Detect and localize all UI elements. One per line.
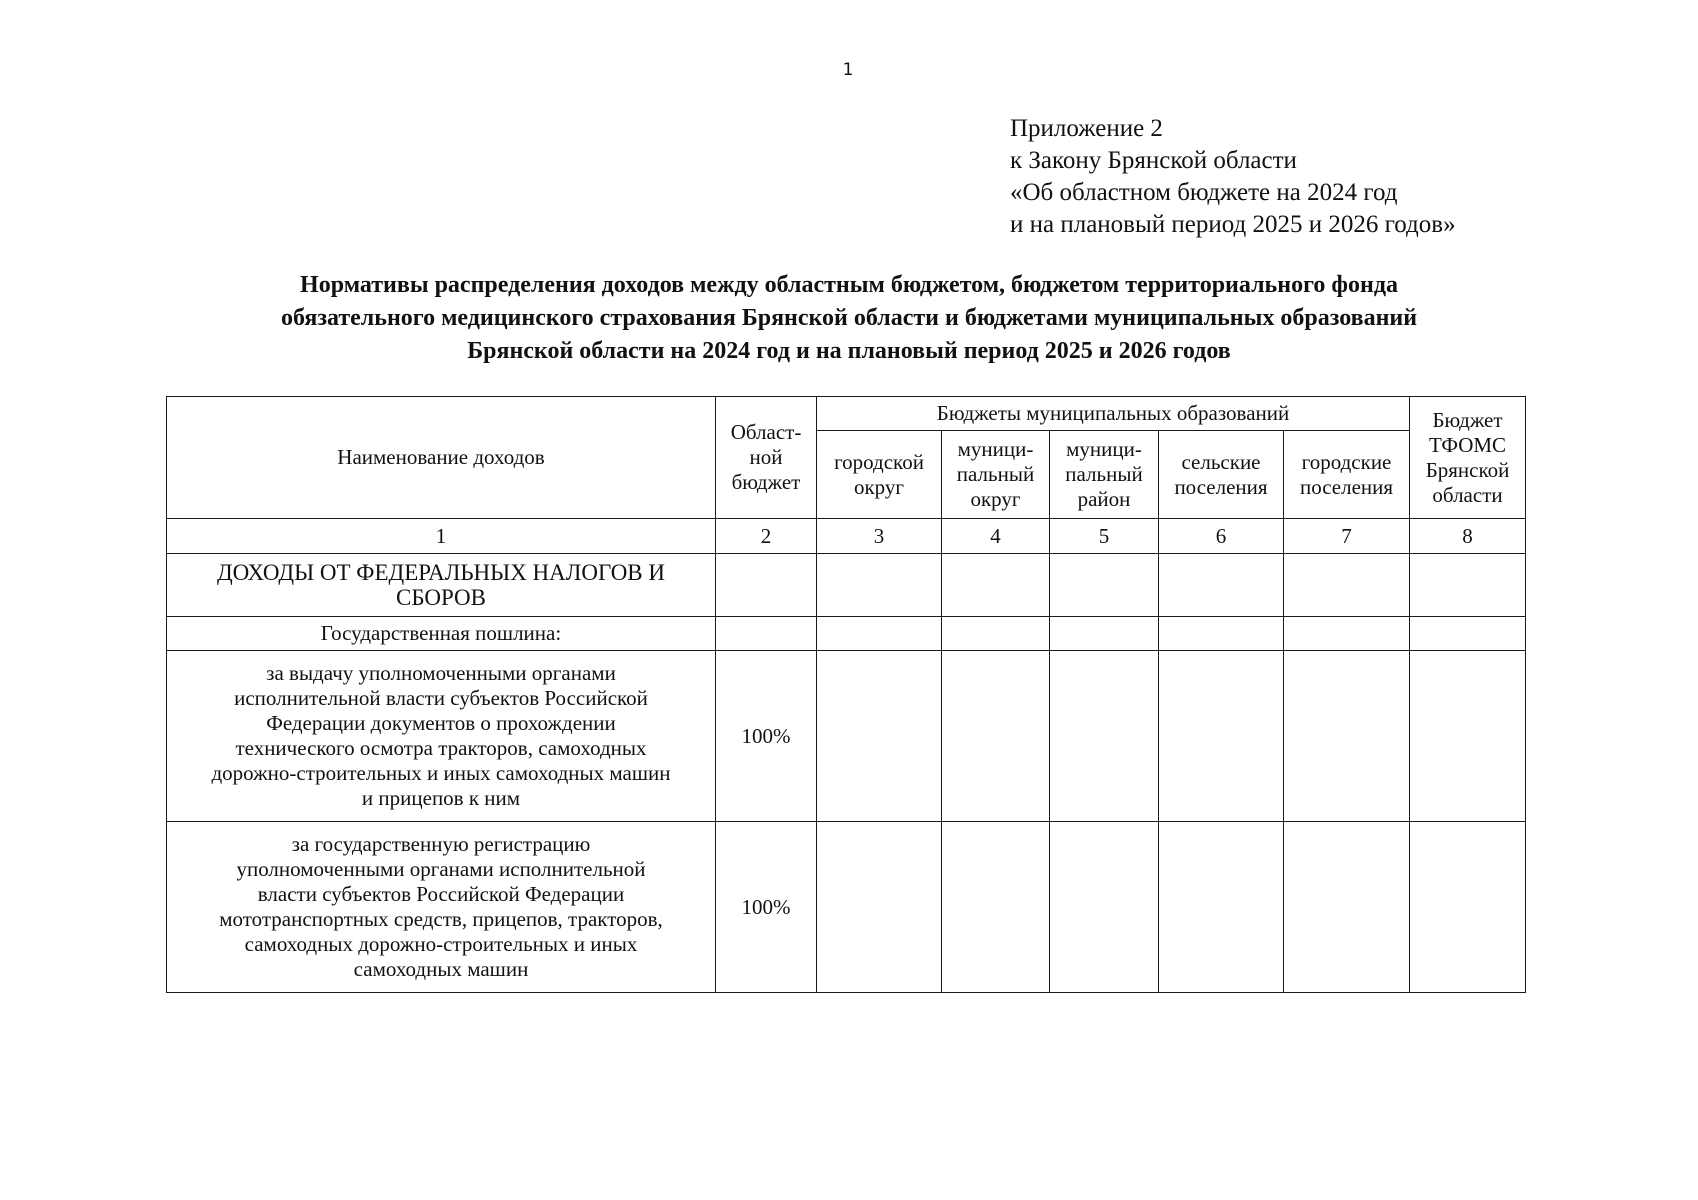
revenue-norms-table [166,396,1526,993]
municipal-rayon-value [1050,651,1159,822]
title-line: Нормативы распределения доходов между областным бюджетом, бюджетом территориального фонда [300,272,1398,298]
rural-settlements-value [1159,651,1284,822]
municipal-okrug-value [942,651,1050,822]
empty-cell [1159,617,1284,651]
empty-cell [817,617,942,651]
header-revenue-name: Наименование доходов [167,397,716,519]
revenue-name: за государственную регистрацию уполномоченными органами исполнительной власти субъектов Российской Федерации мототранспортных средств, прицепов, тракторов, самоходных дорожно-строительных и иных самоходных машин [167,822,716,993]
empty-cell [1050,554,1159,617]
regional-budget-value: 100% [716,651,817,822]
municipal-okrug-value [942,822,1050,993]
group-title: Государственная пошлина: [167,617,716,651]
page-number: 1 [842,60,854,80]
urban-settlements-value [1284,651,1410,822]
column-number: 7 [1284,519,1410,554]
header-municipal-rayon: муници- пальный район [1050,431,1159,519]
appendix-line: и на плановый период 2025 и 2026 годов» [1010,211,1456,238]
table-row [167,651,1526,822]
rural-settlements-value [1159,822,1284,993]
municipal-rayon-value [1050,822,1159,993]
column-number: 6 [1159,519,1284,554]
column-number: 1 [167,519,716,554]
tfoms-value [1410,822,1526,993]
header-tfoms-budget: Бюджет ТФОМС Брянской области [1410,397,1526,519]
header-rural-settlements: сельские поселения [1159,431,1284,519]
empty-cell [817,554,942,617]
document-title [150,269,1548,368]
header-municipal-budgets: Бюджеты муниципальных образований [817,397,1410,431]
column-number: 4 [942,519,1050,554]
section-title: ДОХОДЫ ОТ ФЕДЕРАЛЬНЫХ НАЛОГОВ И СБОРОВ [167,554,716,617]
table-row [167,822,1526,993]
appendix-note [1010,113,1456,241]
header-regional-budget: Област- ной бюджет [716,397,817,519]
regional-budget-value: 100% [716,822,817,993]
empty-cell [1410,617,1526,651]
empty-cell [1284,617,1410,651]
table-row [167,617,1526,651]
column-number: 8 [1410,519,1526,554]
header-urban-settlements: городские поселения [1284,431,1410,519]
column-number: 2 [716,519,817,554]
empty-cell [1159,554,1284,617]
empty-cell [942,617,1050,651]
city-district-value [817,651,942,822]
urban-settlements-value [1284,822,1410,993]
empty-cell [716,617,817,651]
title-line: обязательного медицинского страхования Брянской области и бюджетами муниципальных образований [280,305,1418,331]
appendix-line: Приложение 2 [1010,115,1163,142]
empty-cell [1284,554,1410,617]
empty-cell [716,554,817,617]
tfoms-value [1410,651,1526,822]
empty-cell [942,554,1050,617]
header-municipal-okrug: муници- пальный округ [942,431,1050,519]
column-number: 5 [1050,519,1159,554]
revenue-name: за выдачу уполномоченными органами исполнительной власти субъектов Российской Федерации документов о прохождении технического осмотра тракторов, самоходных дорожно-строительных и иных самоходных машин и прицепов к ним [167,651,716,822]
empty-cell [1410,554,1526,617]
appendix-line: «Об областном бюджете на 2024 год [1010,179,1398,206]
appendix-line: к Закону Брянской области [1010,147,1297,174]
column-number-row [167,519,1526,554]
title-line: Брянской области на 2024 год и на плановый период 2025 и 2026 годов [467,338,1231,364]
city-district-value [817,822,942,993]
header-city-district: городской округ [817,431,942,519]
table-row [167,554,1526,617]
column-number: 3 [817,519,942,554]
empty-cell [1050,617,1159,651]
